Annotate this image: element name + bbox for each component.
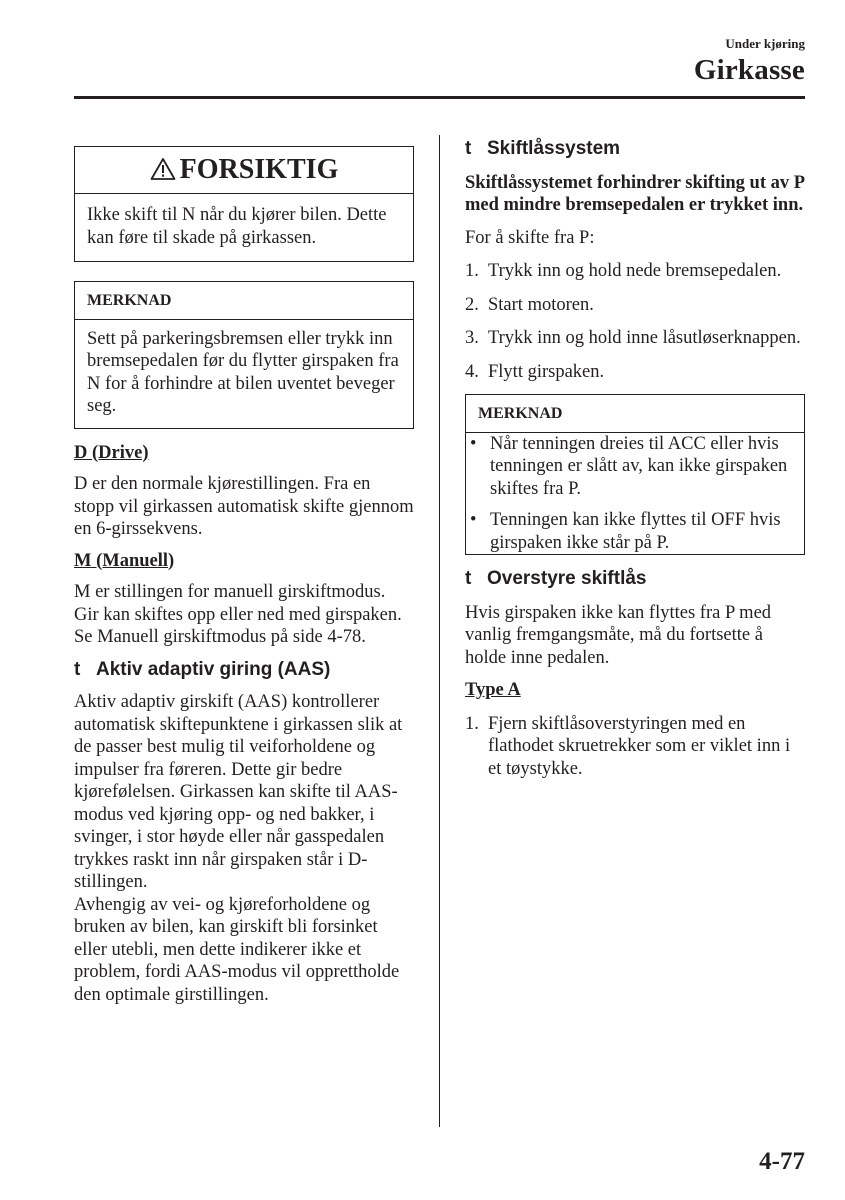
note-box xyxy=(74,281,414,429)
caution-header xyxy=(75,147,413,194)
shiftlock-heading xyxy=(465,138,805,161)
note-text: Sett på parkeringsbremsen eller trykk inn bremsepedalen før du flytter girspaken fra N for å forhindre at bilen uventet beveger seg. xyxy=(87,328,399,416)
step-text: Trykk inn og hold inne låsutløserknappen. xyxy=(488,328,801,348)
manual-reference: Se Manuell girskiftmodus på side 4-78. xyxy=(74,627,366,647)
list-item xyxy=(465,327,805,350)
left-column xyxy=(74,146,414,1006)
note-bullets xyxy=(466,433,804,555)
section-marker: t xyxy=(465,568,472,589)
override-steps xyxy=(465,713,805,781)
step-number: 3. xyxy=(465,328,479,348)
caution-title: FORSIKTIG xyxy=(179,154,339,185)
manual-heading: M (Manuell) xyxy=(74,550,175,571)
shiftlock-intro: Skiftlåssystemet forhindrer skifting ut av P med mindre bremsepedalen er trykket inn. xyxy=(465,172,805,215)
aas-heading xyxy=(74,659,414,682)
note-title: MERKNAD xyxy=(466,395,804,433)
shiftlock-heading-text: Skiftlåssystem xyxy=(487,138,621,159)
step-text: Trykk inn og hold nede bremsepedalen. xyxy=(488,261,782,281)
caution-box xyxy=(74,146,414,262)
page-title: Girkasse xyxy=(693,54,805,86)
header-rule xyxy=(74,96,805,99)
step-number: 4. xyxy=(465,361,479,382)
aas-heading-text: Aktiv adaptiv giring (AAS) xyxy=(96,658,331,680)
step-number: 2. xyxy=(465,294,479,315)
bullet-text: Tenningen kan ikke flyttes til OFF hvis girspaken ikke står på P. xyxy=(490,510,781,553)
header-section-label: Under kjøring xyxy=(725,36,805,51)
bullet-icon: • xyxy=(470,510,477,530)
override-heading xyxy=(465,568,805,591)
type-a-heading: Type A xyxy=(465,680,521,700)
drive-heading: D (Drive) xyxy=(74,442,149,463)
list-item xyxy=(465,294,805,317)
column-divider xyxy=(439,135,440,1127)
page-number: 4-77 xyxy=(759,1148,805,1175)
list-item xyxy=(466,509,804,554)
warning-triangle-icon xyxy=(150,157,176,181)
step-number: 1. xyxy=(465,713,479,734)
drive-text: D er den normale kjørestillingen. Fra en stopp vil girkassen automatisk skifte gjennom en 6-girssekvens. xyxy=(74,474,414,539)
aas-text-2: Avhengig av vei- og kjøreforholdene og bruken av bilen, kan girskift bli forsinket eller utebli, men dette indikerer ikke et problem, fordi AAS-modus vil opprettholde den optimale girstillingen. xyxy=(74,894,400,1005)
manual-text: M er stillingen for manuell girskiftmodus. Gir kan skiftes opp eller ned med girspaken. xyxy=(74,582,402,625)
section-marker: t xyxy=(465,138,472,159)
step-number: 1. xyxy=(465,261,479,281)
bullet-icon: • xyxy=(470,433,477,454)
bullet-text: Når tenningen dreies til ACC eller hvis tenningen er slått av, kan ikke girspaken skiftes fra P. xyxy=(490,433,788,499)
step-text: Flytt girspaken. xyxy=(488,361,605,382)
list-item xyxy=(466,433,804,501)
list-item xyxy=(465,713,805,781)
step-text: Fjern skiftlåsoverstyringen med en flathodet skruetrekker som er viklet inn i et tøystykke. xyxy=(488,713,791,779)
override-heading-text: Overstyre skiftlås xyxy=(487,568,647,589)
caution-text: Ikke skift til N når du kjører bilen. Dette kan føre til skade på girkassen. xyxy=(87,205,387,248)
shiftlock-steps xyxy=(465,260,805,383)
override-text: Hvis girspaken ikke kan flyttes fra P med vanlig fremgangsmåte, må du fortsette å holde inne pedalen. xyxy=(465,602,772,668)
list-item xyxy=(465,361,805,384)
aas-text: Aktiv adaptiv girskift (AAS) kontrollerer automatisk skiftepunktene i girkassen slik at de passer best mulig til veiforholdene og impulser fra føreren. Dette gir bedre kjørefølelsen. Girkassen kan skifte til AAS-modus ved kjøring opp- og ned bakker, i svinger, i stor høyde eller når gasspedalen trykkes raskt inn når girspaken står i D-stillingen. xyxy=(74,692,403,892)
note-box xyxy=(465,394,805,555)
right-column xyxy=(465,138,805,791)
list-item xyxy=(465,260,805,283)
step-text: Start motoren. xyxy=(488,294,594,315)
note-title: MERKNAD xyxy=(75,282,413,320)
section-marker: t xyxy=(74,658,81,680)
shiftlock-lead: For å skifte fra P: xyxy=(465,227,595,248)
